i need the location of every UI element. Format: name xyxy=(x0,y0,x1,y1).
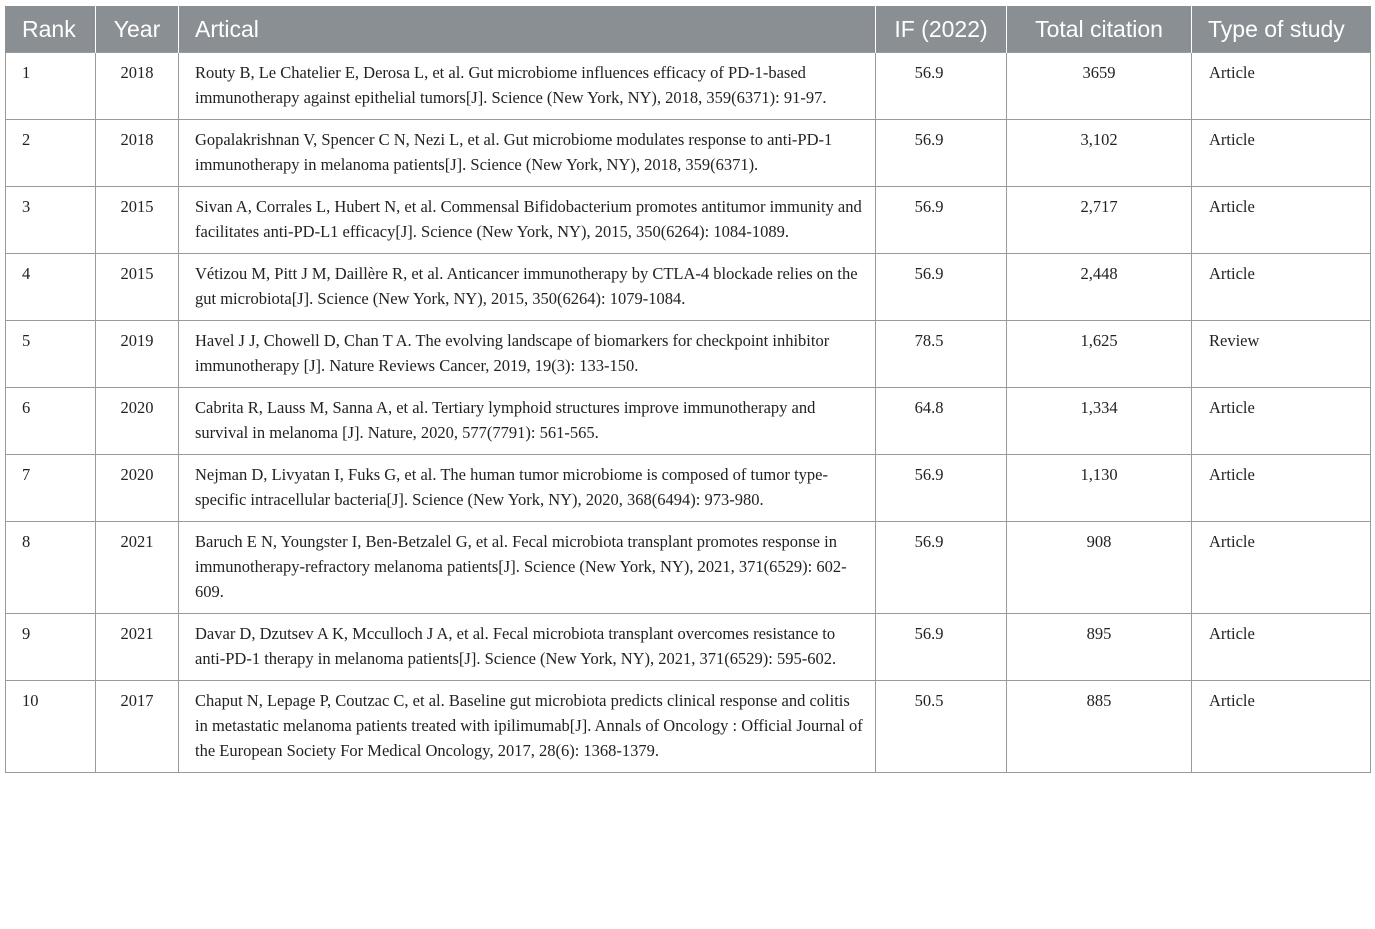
cell-year: 2019 xyxy=(96,321,179,388)
cell-rank: 3 xyxy=(6,187,96,254)
cell-article: Routy B, Le Chatelier E, Derosa L, et al. Gut microbiome influences efficacy of PD-1-based immunotherapy against epithelial tumors[J]. Science (New York, NY), 2018, 359(6371): 91-97. xyxy=(179,53,876,120)
cell-rank: 5 xyxy=(6,321,96,388)
table-row xyxy=(6,254,1371,321)
table-row xyxy=(6,120,1371,187)
cell-total-citation: 2,717 xyxy=(1007,187,1192,254)
cell-impact-factor: 56.9 xyxy=(876,120,1007,187)
cell-total-citation: 895 xyxy=(1007,614,1192,681)
table-header xyxy=(6,6,1371,53)
cell-article: Baruch E N, Youngster I, Ben-Betzalel G, et al. Fecal microbiota transplant promotes response in immunotherapy-refractory melanoma patients[J]. Science (New York, NY), 2021, 371(6529): 602-609. xyxy=(179,522,876,614)
cell-article: Gopalakrishnan V, Spencer C N, Nezi L, et al. Gut microbiome modulates response to anti-PD-1 immunotherapy in melanoma patients[J]. Science (New York, NY), 2018, 359(6371). xyxy=(179,120,876,187)
cell-impact-factor: 64.8 xyxy=(876,388,1007,455)
table-row xyxy=(6,187,1371,254)
cell-year: 2020 xyxy=(96,455,179,522)
cell-type-of-study: Article xyxy=(1192,455,1371,522)
header-row xyxy=(6,6,1371,53)
cell-type-of-study: Review xyxy=(1192,321,1371,388)
table-row xyxy=(6,388,1371,455)
table-row xyxy=(6,522,1371,614)
cell-rank: 4 xyxy=(6,254,96,321)
table-row xyxy=(6,321,1371,388)
cell-rank: 10 xyxy=(6,681,96,773)
cell-impact-factor: 50.5 xyxy=(876,681,1007,773)
cell-type-of-study: Article xyxy=(1192,522,1371,614)
cell-type-of-study: Article xyxy=(1192,254,1371,321)
table-row xyxy=(6,681,1371,773)
citation-table xyxy=(5,6,1371,773)
cell-total-citation: 3,102 xyxy=(1007,120,1192,187)
header-article: Artical xyxy=(179,6,876,53)
cell-rank: 2 xyxy=(6,120,96,187)
cell-total-citation: 1,334 xyxy=(1007,388,1192,455)
cell-type-of-study: Article xyxy=(1192,388,1371,455)
cell-type-of-study: Article xyxy=(1192,53,1371,120)
cell-impact-factor: 56.9 xyxy=(876,522,1007,614)
table-row xyxy=(6,455,1371,522)
cell-total-citation: 3659 xyxy=(1007,53,1192,120)
cell-total-citation: 885 xyxy=(1007,681,1192,773)
cell-article: Davar D, Dzutsev A K, Mcculloch J A, et al. Fecal microbiota transplant overcomes resistance to anti-PD-1 therapy in melanoma patients[J]. Science (New York, NY), 2021, 371(6529): 595-602. xyxy=(179,614,876,681)
cell-year: 2020 xyxy=(96,388,179,455)
header-impact-factor: IF (2022) xyxy=(876,6,1007,53)
cell-rank: 9 xyxy=(6,614,96,681)
cell-total-citation: 1,625 xyxy=(1007,321,1192,388)
cell-article: Nejman D, Livyatan I, Fuks G, et al. The human tumor microbiome is composed of tumor type-specific intracellular bacteria[J]. Science (New York, NY), 2020, 368(6494): 973-980. xyxy=(179,455,876,522)
cell-article: Cabrita R, Lauss M, Sanna A, et al. Tertiary lymphoid structures improve immunotherapy and survival in melanoma [J]. Nature, 2020, 577(7791): 561-565. xyxy=(179,388,876,455)
header-year: Year xyxy=(96,6,179,53)
cell-impact-factor: 56.9 xyxy=(876,53,1007,120)
cell-year: 2018 xyxy=(96,120,179,187)
cell-year: 2018 xyxy=(96,53,179,120)
header-total-citation: Total citation xyxy=(1007,6,1192,53)
cell-year: 2015 xyxy=(96,254,179,321)
cell-year: 2021 xyxy=(96,614,179,681)
cell-impact-factor: 78.5 xyxy=(876,321,1007,388)
table-row xyxy=(6,614,1371,681)
cell-article: Sivan A, Corrales L, Hubert N, et al. Commensal Bifidobacterium promotes antitumor immunity and facilitates anti-PD-L1 efficacy[J]. Science (New York, NY), 2015, 350(6264): 1084-1089. xyxy=(179,187,876,254)
cell-type-of-study: Article xyxy=(1192,187,1371,254)
cell-article: Vétizou M, Pitt J M, Daillère R, et al. Anticancer immunotherapy by CTLA-4 blockade relies on the gut microbiota[J]. Science (New York, NY), 2015, 350(6264): 1079-1084. xyxy=(179,254,876,321)
cell-type-of-study: Article xyxy=(1192,681,1371,773)
cell-total-citation: 1,130 xyxy=(1007,455,1192,522)
cell-year: 2015 xyxy=(96,187,179,254)
cell-impact-factor: 56.9 xyxy=(876,614,1007,681)
cell-impact-factor: 56.9 xyxy=(876,187,1007,254)
cell-total-citation: 908 xyxy=(1007,522,1192,614)
header-rank: Rank xyxy=(6,6,96,53)
cell-year: 2017 xyxy=(96,681,179,773)
cell-impact-factor: 56.9 xyxy=(876,254,1007,321)
cell-type-of-study: Article xyxy=(1192,614,1371,681)
cell-article: Chaput N, Lepage P, Coutzac C, et al. Baseline gut microbiota predicts clinical response and colitis in metastatic melanoma patients treated with ipilimumab[J]. Annals of Oncology : Official Journal of the European Society For Medical Oncology, 2017, 28(6): 1368-1379. xyxy=(179,681,876,773)
cell-rank: 6 xyxy=(6,388,96,455)
cell-rank: 7 xyxy=(6,455,96,522)
cell-type-of-study: Article xyxy=(1192,120,1371,187)
cell-rank: 8 xyxy=(6,522,96,614)
cell-article: Havel J J, Chowell D, Chan T A. The evolving landscape of biomarkers for checkpoint inhibitor immunotherapy [J]. Nature Reviews Cancer, 2019, 19(3): 133-150. xyxy=(179,321,876,388)
cell-impact-factor: 56.9 xyxy=(876,455,1007,522)
header-type-of-study: Type of study xyxy=(1192,6,1371,53)
cell-total-citation: 2,448 xyxy=(1007,254,1192,321)
cell-rank: 1 xyxy=(6,53,96,120)
table-body xyxy=(6,53,1371,773)
cell-year: 2021 xyxy=(96,522,179,614)
table-row xyxy=(6,53,1371,120)
